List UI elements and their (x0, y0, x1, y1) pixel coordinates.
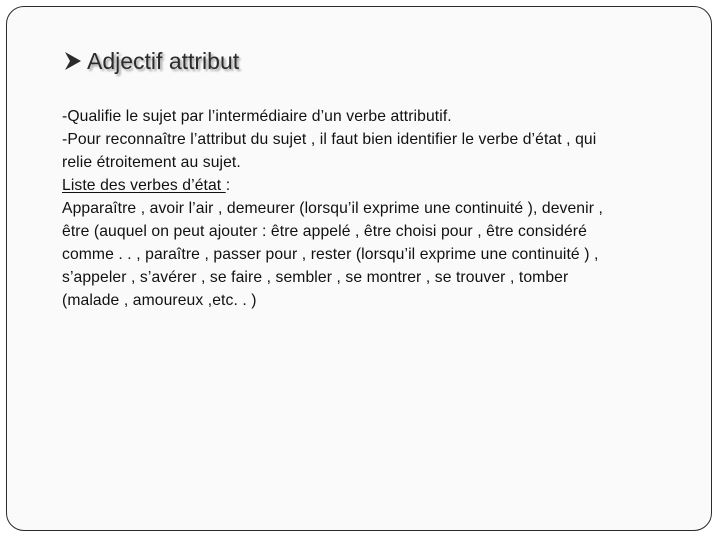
verbs-line-5: (malade , amoureux ,etc. . ) (62, 292, 257, 309)
verbs-list-heading-colon: : (225, 177, 231, 194)
verbs-line-1: Apparaître , avoir l’air , demeurer (lorsqu’il exprime une continuité ), devenir , (62, 200, 603, 217)
slide-frame (6, 6, 712, 531)
verbs-line-4: s’appeler , s’avérer , se faire , sembler , se montrer , se trouver , tomber (62, 269, 569, 286)
verbs-line-2: être (auquel on peut ajouter : être appelé , être choisi pour , être considéré (62, 223, 587, 240)
slide-body (62, 105, 692, 312)
definition-line-2: -Pour reconnaître l’attribut du sujet , il faut bien identifier le verbe d’état , qui (62, 131, 597, 148)
arrowhead-bullet-icon (63, 49, 83, 73)
verbs-list-heading-line (62, 174, 692, 197)
verbs-list-heading: Liste des verbes d’état (62, 177, 226, 194)
verbs-line-3: comme . . , paraître , passer pour , rester (lorsqu’il exprime une continuité ) , (62, 246, 599, 263)
definition-line-1: -Qualifie le sujet par l’intermédiaire d’un verbe attributif. (62, 108, 452, 125)
slide-title: Adjectif attribut (87, 47, 240, 74)
definition-line-3: relie étroitement au sujet. (62, 154, 241, 171)
slide-title-row (63, 49, 239, 73)
